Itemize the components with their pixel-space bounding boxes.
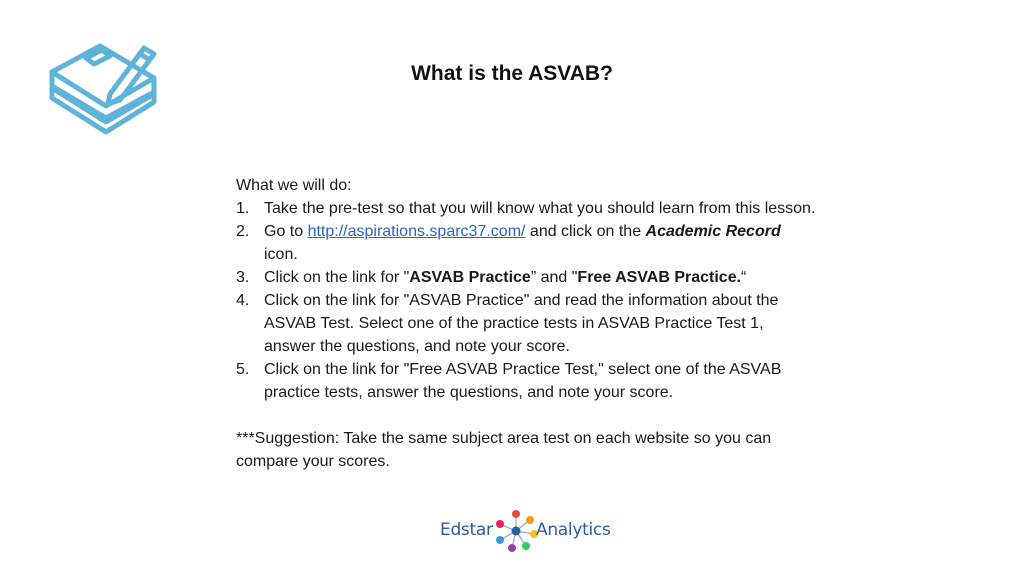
list-item-text: Take the pre-test so that you will know what you should learn from this lesson. [264, 200, 816, 217]
asvab-practice-emphasis: ASVAB Practice [409, 269, 531, 286]
slide-body [236, 174, 816, 473]
slide-title [0, 62, 1024, 86]
list-item-number: 3. [236, 269, 250, 286]
suggestion-text: ***Suggestion: Take the same subject area test on each website so you can compare your scores. [236, 430, 772, 470]
list-item-text: Click on the link for " [264, 269, 410, 286]
list-item-text: ” and " [530, 269, 578, 286]
list-item [236, 266, 816, 289]
list-item-text: Go to [264, 223, 308, 240]
list-item-number: 1. [236, 200, 250, 217]
books-and-pencil-icon [46, 36, 162, 140]
list-item-text: “ [741, 269, 747, 286]
list-item-text: icon. [264, 246, 298, 263]
slide-title-text: What is the ASVAB? [411, 62, 613, 85]
intro-text: What we will do: [236, 177, 352, 194]
academic-record-emphasis: Academic Record [645, 223, 781, 240]
list-item-number: 2. [236, 223, 250, 240]
steps-list [236, 197, 816, 404]
list-item [236, 358, 816, 404]
brand-logo [440, 508, 612, 554]
list-item [236, 220, 816, 266]
list-item-number: 5. [236, 361, 250, 378]
brand-left-word: Edstar [440, 520, 493, 540]
list-item-text: Click on the link for "Free ASVAB Practice Test," select one of the ASVAB practice tests, answer the questions, and note your score. [264, 361, 782, 401]
colorful-network-dots-icon [494, 508, 538, 554]
list-item-text: and click on the [525, 223, 646, 240]
list-item [236, 197, 816, 220]
brand-right-word: Analytics [536, 520, 611, 540]
aspirations-link[interactable]: http://aspirations.sparc37.com/ [307, 223, 526, 240]
list-item-number: 4. [236, 292, 250, 309]
free-asvab-practice-emphasis: Free ASVAB Practice. [577, 269, 742, 286]
list-item-text: Click on the link for "ASVAB Practice" and read the information about the ASVAB Test. Select one of the practice tests in ASVAB Practice Test 1, answer the questions, and note your score. [264, 292, 779, 355]
list-item [236, 289, 816, 358]
